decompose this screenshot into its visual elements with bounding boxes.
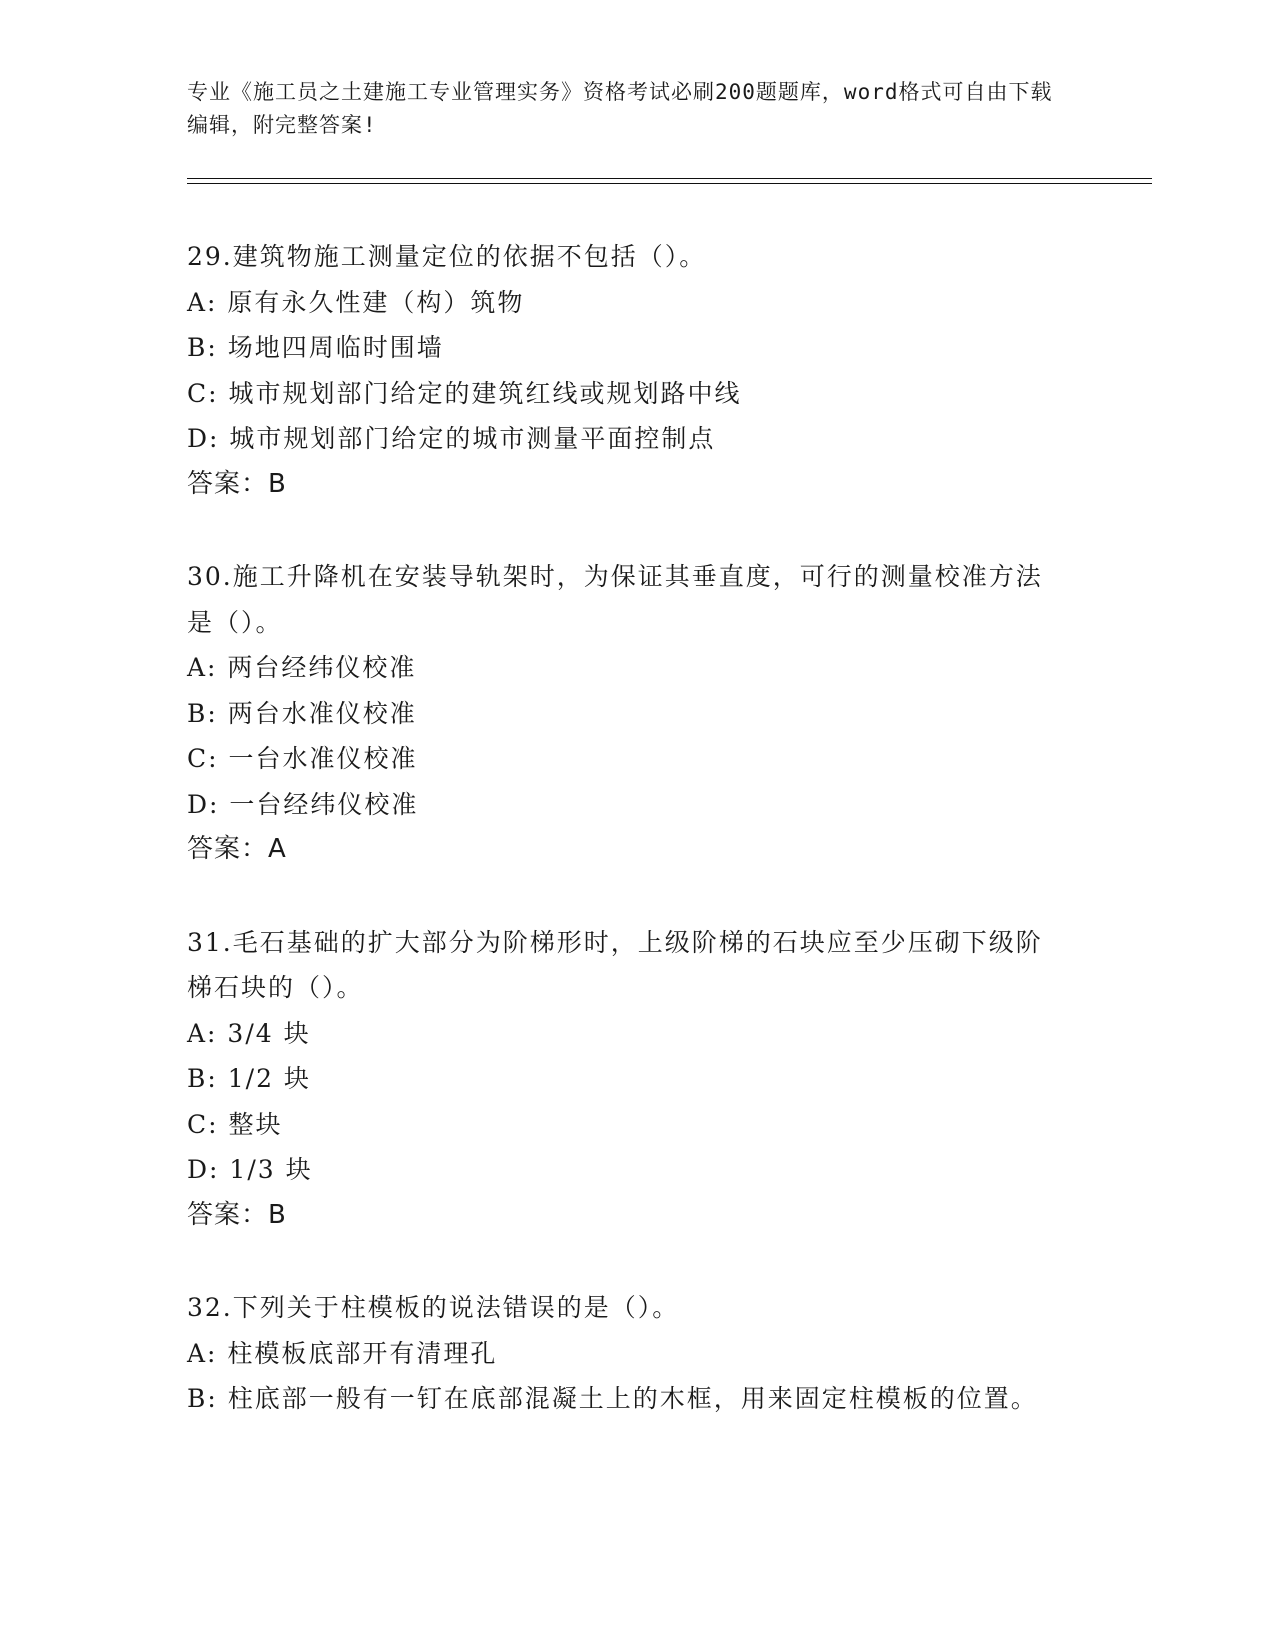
option-b: B: 两台水准仪校准 bbox=[187, 698, 417, 728]
question-29 bbox=[187, 234, 1067, 507]
header-divider-bottom bbox=[187, 183, 1152, 184]
option-c: C: 城市规划部门给定的建筑红线或规划路中线 bbox=[187, 378, 742, 408]
question-list bbox=[187, 234, 1067, 1469]
option-d: D: 1/3 块 bbox=[187, 1155, 313, 1184]
question-stem: 29.建筑物施工测量定位的依据不包括（）。 bbox=[187, 242, 707, 271]
question-stem: 31.毛石基础的扩大部分为阶梯形时，上级阶梯的石块应至少压砌下级阶梯石块的（）。 bbox=[187, 927, 1043, 1002]
option-d: D: 一台经纬仪校准 bbox=[187, 789, 419, 819]
option-b: B: 1/2 块 bbox=[187, 1064, 311, 1093]
option-c: C: 一台水准仪校准 bbox=[187, 744, 418, 773]
question-stem: 30.施工升降机在安装导轨架时，为保证其垂直度，可行的测量校准方法是（）。 bbox=[187, 562, 1043, 637]
question-stem: 32.下列关于柱模板的说法错误的是（）。 bbox=[187, 1293, 680, 1322]
option-c: C: 整块 bbox=[187, 1109, 283, 1139]
answer-label: 答案：B bbox=[187, 1199, 287, 1230]
answer-label: 答案：B bbox=[187, 468, 287, 499]
document-header: 专业《施工员之土建施工专业管理实务》资格考试必刷200题题库，word格式可自由下载编辑，附完整答案! bbox=[187, 80, 1053, 137]
question-32 bbox=[187, 1285, 1067, 1422]
question-30 bbox=[187, 554, 1067, 873]
answer-label: 答案：A bbox=[187, 834, 287, 864]
question-31 bbox=[187, 920, 1067, 1239]
option-b: B: 柱底部一般有一钉在底部混凝土上的木框，用来固定柱模板的位置。 bbox=[187, 1384, 1038, 1413]
option-a: A: 柱模板底部开有清理孔 bbox=[187, 1338, 498, 1368]
option-d: D: 城市规划部门给定的城市测量平面控制点 bbox=[187, 424, 716, 453]
option-a: A: 两台经纬仪校准 bbox=[187, 653, 417, 682]
header-divider-top bbox=[187, 178, 1152, 179]
option-a: A: 3/4 块 bbox=[187, 1018, 311, 1048]
option-b: B: 场地四周临时围墙 bbox=[187, 333, 444, 362]
option-a: A: 原有永久性建（构）筑物 bbox=[187, 287, 525, 317]
